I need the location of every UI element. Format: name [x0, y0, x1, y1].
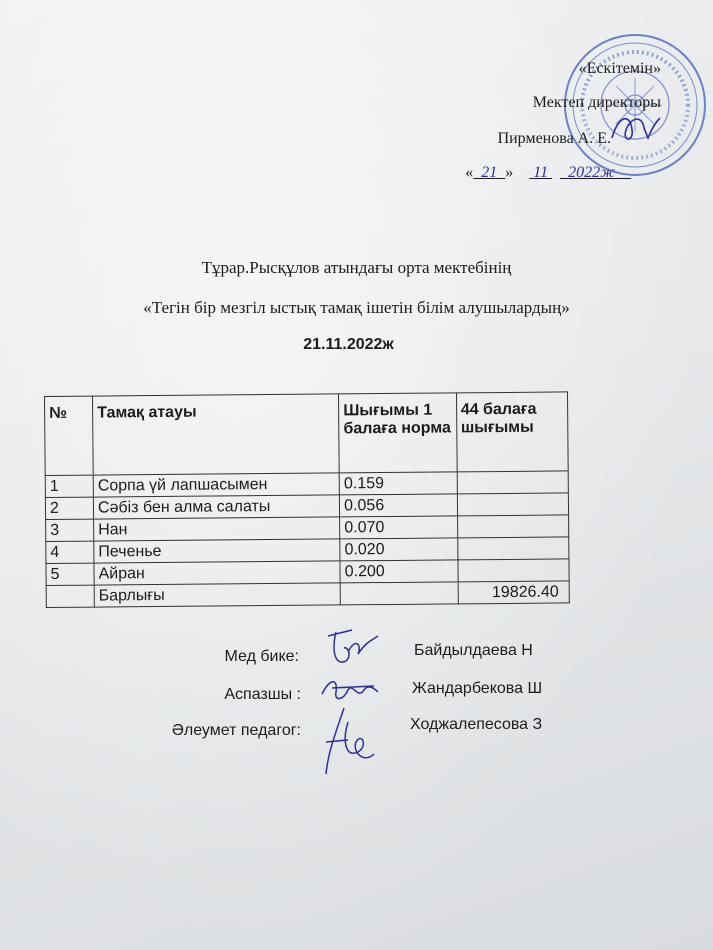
signer-signature: [322, 622, 382, 672]
row-dish: Нан: [94, 517, 340, 541]
date-quote-close: »: [505, 164, 514, 181]
director-name: Пирменова А. Е.: [497, 130, 611, 147]
row-norm: 0.056: [340, 494, 458, 517]
col-header-number: №: [45, 396, 94, 475]
date-quote-open: «: [465, 164, 474, 181]
col-header-norm: Шығымы 1 балаға норма: [339, 393, 457, 473]
signer-role: Аспазшы :: [224, 686, 301, 703]
heading-line-1: Тұрар.Рысқұлов атындағы орта мектебінің: [201, 258, 512, 277]
row-number: 1: [45, 475, 93, 497]
row-number: 5: [46, 563, 94, 585]
row-norm: 0.070: [340, 516, 458, 539]
signer-name: Ходжалепесова З: [410, 716, 543, 733]
date-day: 21: [481, 164, 498, 181]
heading-line-2: «Тегін бір мезгіл ыстық тамақ ішетін білім алушылардың»: [143, 298, 570, 317]
col-header-dish: Тамақ атауы: [93, 394, 340, 475]
row-number: 4: [46, 541, 94, 563]
row-dish: Сәбіз бен алма салаты: [93, 495, 339, 519]
row-number: 2: [45, 497, 93, 519]
row-number: 3: [46, 519, 94, 541]
date-month: 11: [533, 164, 549, 181]
school-label: «Ескітемін»: [578, 60, 661, 77]
col-header-total: 44 балаға шығымы: [456, 392, 568, 472]
row-norm: 0.159: [339, 472, 457, 495]
date-year: 2022ж: [568, 164, 615, 181]
signer-name: Жандарбекова Ш: [412, 680, 543, 697]
signer-role: Мед бике:: [224, 648, 299, 665]
director-position: Мектеп директоры: [532, 94, 661, 111]
signer-name: Байдылдаева Н: [414, 642, 533, 659]
row-norm: 0.020: [340, 538, 458, 561]
heading-date: 21.11.2022ж: [303, 336, 394, 353]
total-label: Барлығы: [94, 583, 340, 607]
signer-role: Әлеумет педагог:: [171, 722, 301, 739]
total-value: 19826.40: [458, 581, 570, 604]
row-dish: Сорпа үй лапшасымен: [93, 473, 339, 497]
row-dish: Айран: [94, 561, 340, 585]
signer-signature: [318, 702, 384, 782]
row-norm: 0.200: [340, 560, 458, 583]
row-dish: Печенье: [94, 539, 340, 563]
